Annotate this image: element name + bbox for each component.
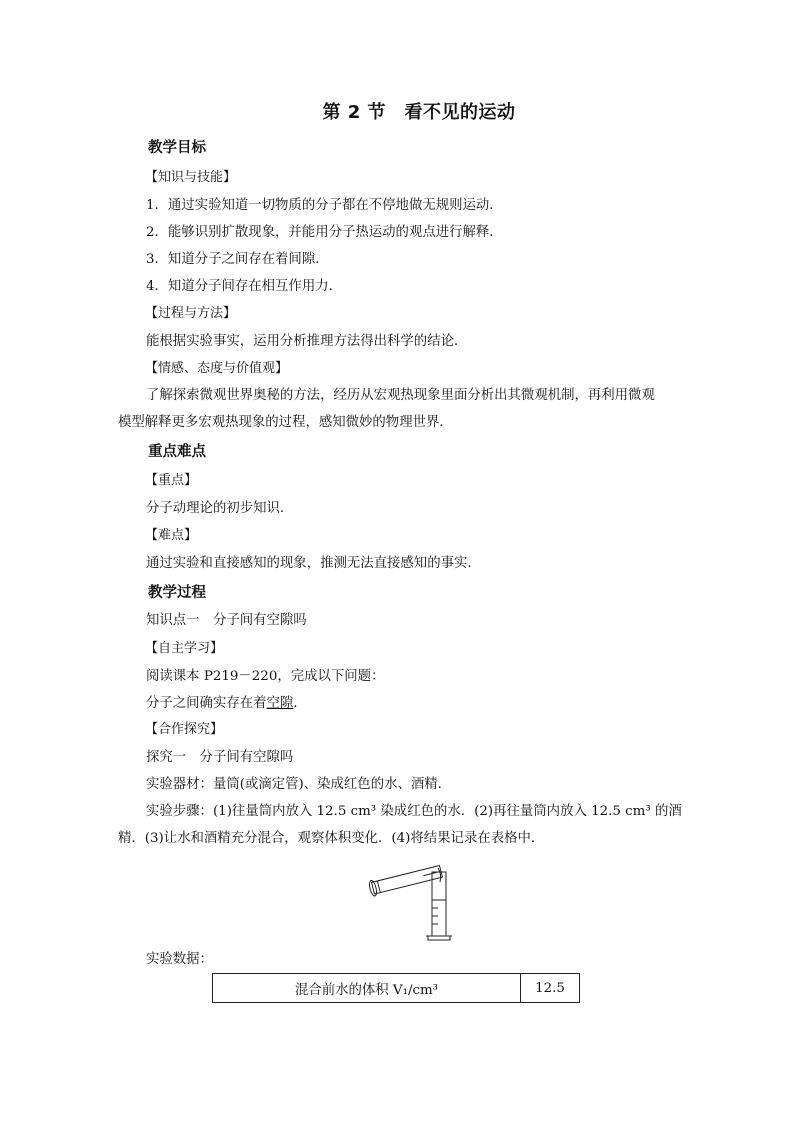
data-label: 实验数据： (146, 952, 213, 967)
answer-prefix: 分子之间确实存在着 (146, 696, 267, 711)
table-cell-value: 12.5 (521, 974, 580, 1003)
emotion-text-line2: 模型解释更多宏观热现象的过程，感知微妙的物理世界． (118, 415, 453, 430)
subheading-knowledge: 【知识与技能】 (145, 170, 237, 185)
goal-item: 2．能够识别扩散现象，并能用分子热运动的观点进行解释． (146, 225, 503, 240)
subheading-process: 【过程与方法】 (145, 306, 237, 321)
self-study-text: 阅读课本 P219－220，完成以下问题： (146, 669, 385, 684)
answer-fill: 空隙 (266, 696, 294, 711)
answer-suffix: . (293, 696, 298, 711)
difficult-text: 通过实验和直接感知的现象，推测无法直接感知的事实． (146, 556, 481, 571)
key-text: 分子动理论的初步知识． (146, 501, 294, 516)
section-heading-goals: 教学目标 (148, 140, 206, 156)
process-text: 能根据实验事实，运用分析推理方法得出科学的结论． (146, 334, 468, 349)
steps-text-line1: 实验步骤：(1)往量筒内放入 12.5 cm³ 染成红色的水．(2)再往量筒内放入 12.5 cm³ 的酒 (146, 804, 682, 819)
section-heading-keypoints: 重点难点 (148, 444, 206, 460)
subheading-difficult: 【难点】 (145, 528, 198, 543)
subheading-cooperation: 【合作探究】 (145, 722, 224, 737)
subheading-self-study: 【自主学习】 (145, 641, 224, 656)
experiment-data-table (212, 973, 580, 1003)
goal-item: 1．通过实验知道一切物质的分子都在不停地做无规则运动． (146, 198, 503, 213)
cylinder-pouring-illustration (366, 860, 460, 946)
subheading-emotion: 【情感、态度与价值观】 (145, 361, 289, 376)
page-title: 第 2 节 看不见的运动 (322, 102, 516, 123)
explore-1-title: 探究一 分子间有空隙吗 (146, 750, 294, 765)
subheading-key: 【重点】 (145, 473, 198, 488)
equipment-text: 实验器材：量筒(或滴定管)、染成红色的水、酒精． (146, 777, 452, 792)
goal-item: 4．知道分子间存在相互作用力． (146, 279, 342, 294)
knowledge-point-1: 知识点一 分子间有空隙吗 (146, 613, 307, 628)
emotion-text-line1: 了解探索微观世界奥秘的方法，经历从宏观热现象里面分析出其微观机制，再利用微观 (146, 388, 655, 403)
section-heading-process: 教学过程 (148, 585, 206, 601)
answer-line (146, 695, 298, 713)
steps-text-line2: 精．(3)让水和酒精充分混合，观察体积变化．(4)将结果记录在表格中． (118, 831, 545, 846)
goal-item: 3．知道分子之间存在着间隙． (146, 252, 329, 267)
table-row (213, 974, 580, 1003)
table-cell-label: 混合前水的体积 V₁/cm³ (213, 974, 521, 1003)
